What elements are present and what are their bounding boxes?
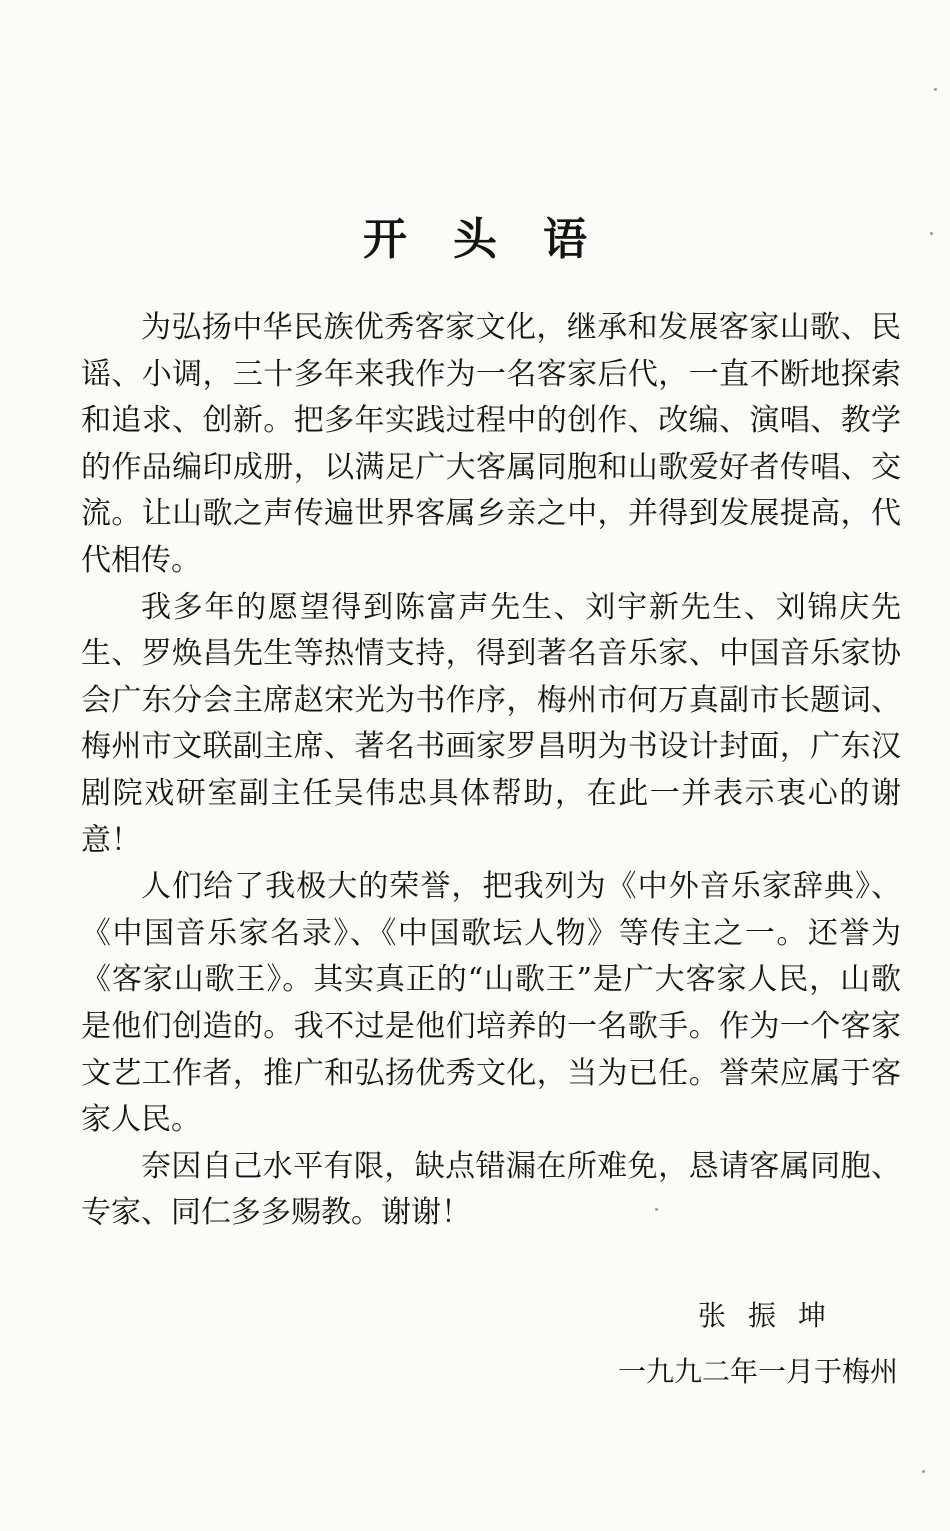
- preface-body: [81, 305, 901, 1237]
- scan-speck: [930, 232, 933, 235]
- author-name: 张振坤: [697, 1299, 848, 1332]
- paragraph-4: 奈因自己水平有限，缺点错漏在所难免，恳请客属同胞、专家、同仁多多赐教。谢谢！: [81, 1148, 901, 1231]
- paragraph-1: 为弘扬中华民族优秀客家文化，继承和发展客家山歌、民谣、小调，三十多年来我作为一名客家后代，一直不断地探索和追求、创新。把多年实践过程中的创作、改编、演唱、教学的作品编印成册，以满足广大客属同胞和山歌爱好者传唱、交流。让山歌之声传遍世界客属乡亲之中，并得到发展提高，代代相传。: [81, 310, 901, 578]
- paragraph-2: 我多年的愿望得到陈富声先生、刘宇新先生、刘锦庆先生、罗焕昌先生等热情支持，得到著名音乐家、中国音乐家协会广东分会主席赵宋光为书作序，梅州市何万真副市长题词、梅州市文联副主席、著名书画家罗昌明为书设计封面，广东汉剧院戏研室副主任吴伟忠具体帮助，在此一并表示衷心的谢意！: [81, 589, 901, 858]
- date-place: 一九九二年一月于梅州: [617, 1355, 898, 1388]
- scan-speck: [934, 88, 937, 91]
- signature-block: [538, 1288, 898, 1400]
- scan-speck: [922, 1470, 925, 1473]
- page-title: 开头语: [363, 214, 633, 265]
- scan-speck: [655, 1208, 658, 1211]
- paragraph-3: 人们给了我极大的荣誉，把我列为《中外音乐家辞典》、《中国音乐家名录》、《中国歌坛人物》等传主之一。还誉为《客家山歌王》。其实真正的“山歌王”是广大客家人民，山歌是他们创造的。我不过是他们培养的一名歌手。作为一个客家文艺工作者，推广和弘扬优秀文化，当为已任。誉荣应属于客家人民。: [81, 869, 901, 1138]
